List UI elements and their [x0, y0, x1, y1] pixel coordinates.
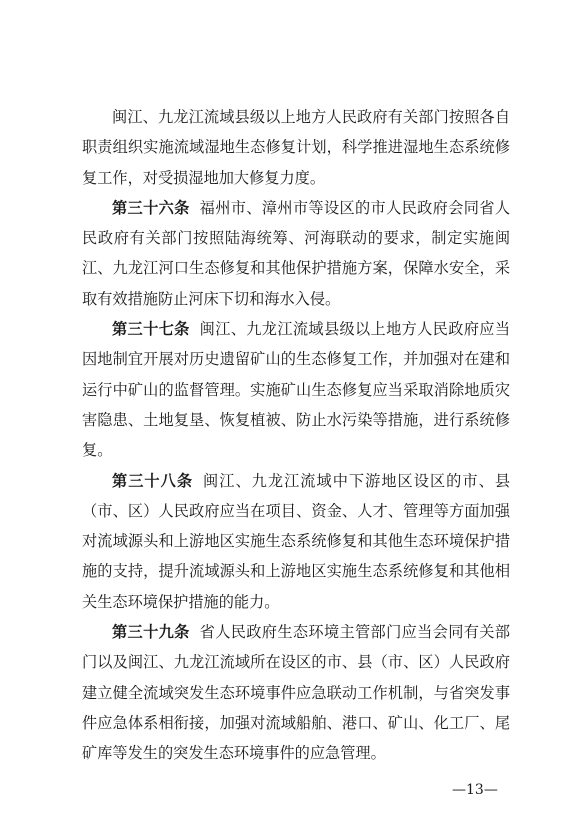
- article-text: 闽江、九龙江流域县级以上地方人民政府应当因地制宜开展对历史遗留矿山的生态修复工作，并加强对在建和运行中矿山的监督管理。实施矿山生态修复应当采取消除地质灾害隐患、土地复垦、恢复植被、防止水污染等措施，进行系统修复。: [82, 320, 511, 460]
- article-number: 第三十九条: [112, 623, 190, 642]
- paragraph-text: 闽江、九龙江流域县级以上地方人民政府有关部门按照各自职责组织实施流域湿地生态修复计划，科学推进湿地生态系统修复工作，对受损湿地加大修复力度。: [82, 108, 510, 187]
- article-39: [82, 617, 510, 768]
- paragraph-wetland-restoration: [82, 102, 510, 193]
- article-number: 第三十六条: [112, 198, 190, 217]
- article-number: 第三十七条: [112, 320, 190, 339]
- article-text: 省人民政府生态环境主管部门应当会同有关部门以及闽江、九龙江流域所在设区的市、县（市、区）人民政府建立健全流域突发生态环境事件应急联动工作机制，与省突发事件应急体系相衔接，加强对流域船舶、港口、矿山、化工厂、尾矿库等发生的突发生态环境事件的应急管理。: [82, 623, 511, 763]
- document-body: [82, 102, 510, 769]
- article-number: 第三十八条: [112, 471, 194, 490]
- article-36: [82, 193, 510, 314]
- page-number: —13—: [452, 782, 498, 798]
- article-37: [82, 314, 510, 465]
- article-38: [82, 466, 510, 617]
- article-text: 福州市、漳州市等设区的市人民政府会同省人民政府有关部门按照陆海统筹、河海联动的要求，制定实施闽江、九龙江河口生态修复和其他保护措施方案，保障水安全，采取有效措施防止河床下切和海水入侵。: [82, 198, 511, 308]
- article-text: 闽江、九龙江流域中下游地区设区的市、县（市、区）人民政府应当在项目、资金、人才、管理等方面加强对流域源头和上游地区实施生态系统修复和其他生态环境保护措施的支持，提升流域源头和上游地区实施生态系统修复和其他相关生态环境保护措施的能力。: [82, 471, 511, 611]
